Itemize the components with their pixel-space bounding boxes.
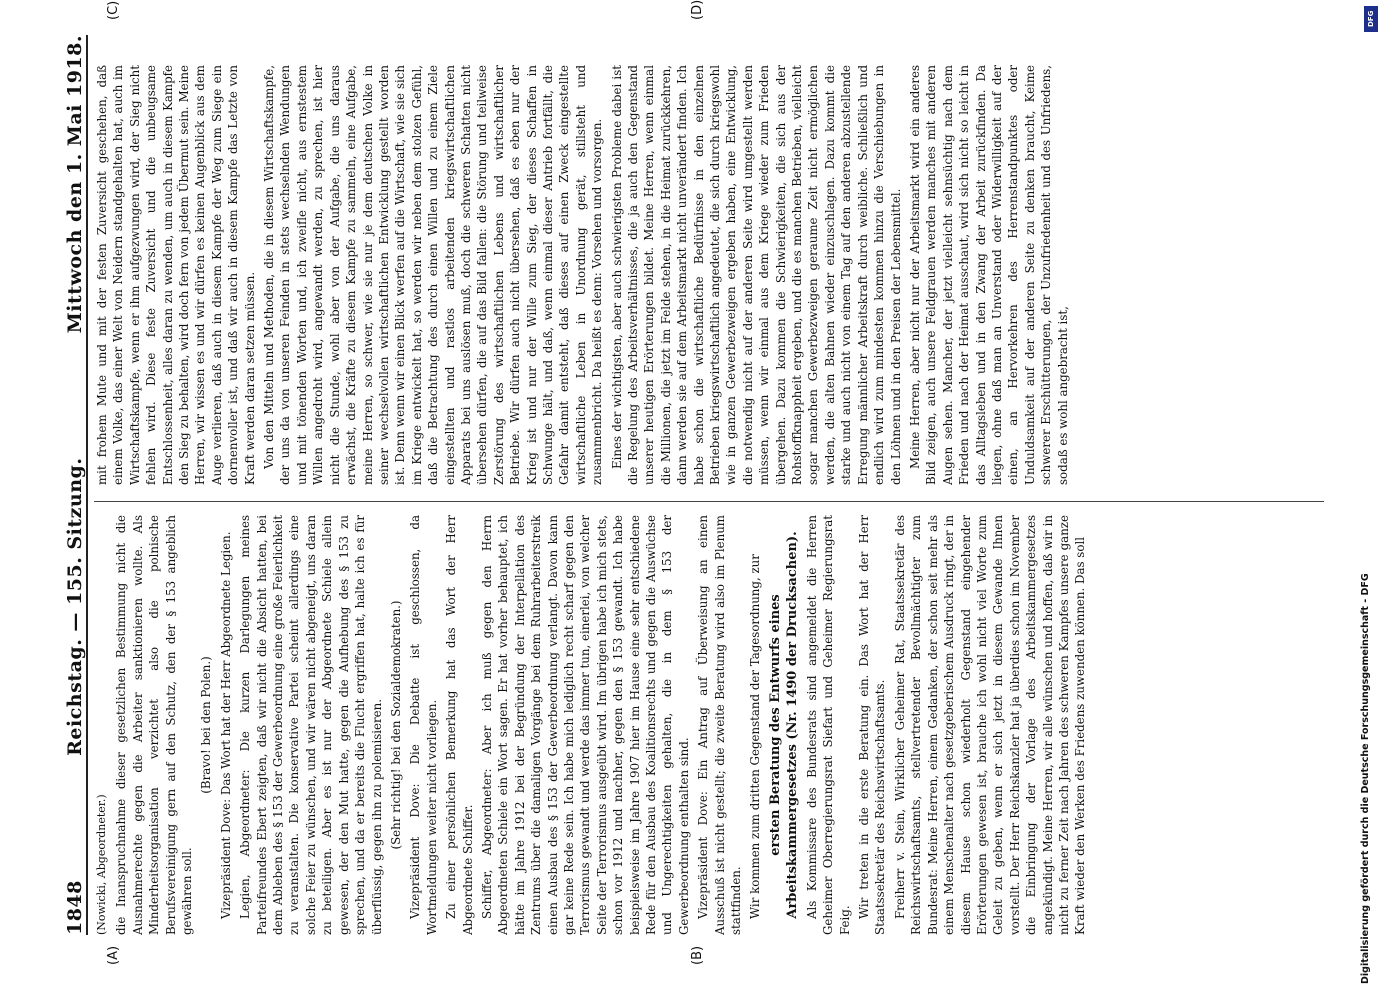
dfg-logo: DFG <box>1364 6 1378 32</box>
paragraph: Vizepräsident Dove: Die Debatte ist geschlossen, da Wortmeldungen weiter nicht vorliegen. <box>408 515 439 935</box>
interjection: (Bravo! bei den Polen.) <box>199 656 214 794</box>
agenda-item-heading: ersten Beratung des Entwurfs eines Arbeitskammergesetzes (Nr. 1490 der Drucksachen). <box>767 531 800 919</box>
rotated-document-page <box>50 0 1340 985</box>
paragraph: Wir treten in die erste Beratung ein. Das Wort hat der Herr Staatssekretär des Reichswirtschaftsamts. <box>857 515 888 935</box>
page-number: 1848 <box>64 880 86 935</box>
margin-marker-d: (D) <box>690 0 705 20</box>
digitization-credit: Digitalisierung gefördert durch die Deutsche Forschungsgemeinschaft - DFG <box>1360 573 1371 984</box>
paragraph: Meine Herren, aber nicht nur der Arbeitsmarkt wird ein anderes Bild zeigen, auch unsere Feldgrauen werden manches mit anderen Augen sehen. Mancher, der jetzt vielleicht sehnsüchtig nach dem Frieden und nach der Heimat ausschaut, wird sich nicht so leicht in das Alltagsleben und in den Zwang der Arbeit zurückfinden. Da liegen, ohne daß man an Unverstand oder Widerwilligkeit auf der einen, an Hervorkehren des Herrenstandpunktes oder Unduldsamkeit auf der anderen Seite zu denken braucht, Keime schwerer Erschütterungen, der Unzufriedenheit und des Unfriedens, sodaß es wohl angebracht ist, <box>907 65 1070 485</box>
column-divider <box>94 501 1324 502</box>
paragraph: Vizepräsident Dove: Das Wort hat der Herr Abgeordnete Legien. <box>218 531 233 919</box>
margin-marker-c: (C) <box>106 0 121 20</box>
paragraph: Von den Mitteln und Methoden, die in diesem Wirtschaftskampfe, der uns da von unseren Feinden in stets wechselnden Wendungen und mit tönenden Worten und, ich zweifle nicht, aus ernstestem Willen angedroht wird, angewandt werden, zu sprechen, ist hier nicht die Stunde, wohl aber von der Aufgabe, die uns daraus erwächst, die Kräfte zu diesem Kampfe zu sammeln, eine Aufgabe, meine Herren, so schwer, wie sie nur je dem deutschen Volke in seiner wechselvollen wirtschaftlichen Entwicklung gestellt worden ist. Denn wenn wir einen Blick werfen auf die Wirtschaft, wie sie sich im Kriege entwickelt hat, so werden wir neben dem stolzen Gefühl, daß die Betrachtung des durch einen Willen und zu einem Ziele eingestellten und rastlos arbeitenden kriegswirtschaftlichen Apparats bei uns auslösen muß, doch die schweren Schatten nicht übersehen dürfen, die auf das Bild fallen: die Störung und teilweise Zerstörung des wirtschaftlichen Lebens und wirtschaftlicher Betriebe. Wir dürfen auch nicht übersehen, daß es eben nur der Krieg ist und nur der Wille zum Sieg, der dieses Schaffen in Schwunge hält, und daß, wenn einmal dieser Antrieb fortfällt, die Gefahr damit entsteht, daß dieses auf einen Zweck eingestellte wirtschaftliche Leben in Unordnung gerät, stillsteht und zusammenbricht. Da heißt es denn: Vorsehen und vorsorgen. <box>262 65 605 485</box>
paragraph: Schiffer, Abgeordneter: Aber ich muß gegen den Herrn Abgeordneten Schiele ein Wort sagen. Er hat vorher behauptet, ich hätte im Jahre 1912 bei der Begründung der Interpellation des Zentrums über die damaligen Vorgänge bei dem Ruhrarbeiterstreik einen Ausbau des § 153 der Gewerbeordnung verlangt. Davon kann gar keine Rede sein. Ich habe mich lediglich recht scharf gegen den Terrorismus gewandt und werde das immer tun, einerlei, von welcher Seite der Terrorismus ausgeübt wird. Im übrigen habe ich mich stets, schon vor 1912 und nachher, gegen den § 153 gewandt. Ich habe beispielsweise im Jahre 1907 hier im Hause eine sehr entschiedene Rede für den Ausbau des Koalitionsrechts und gegen die Auswüchse und Ungerechtigkeiten gehalten, die in dem § 153 der Gewerbeordnung enthalten sind. <box>479 515 691 935</box>
left-text-column <box>94 515 1324 935</box>
paragraph: Zu einer persönlichen Bemerkung hat das Wort der Herr Abgeordnete Schiffer. <box>444 515 475 935</box>
page-header <box>56 35 88 935</box>
paragraph: Wir kommen zum dritten Gegenstand der Tagesordnung, zur <box>748 554 763 919</box>
session-date: Mittwoch den 1. Mai 1918. <box>64 35 86 334</box>
paragraph: mit frohem Mute und mit der festen Zuversicht geschehen, daß einem Volke, das einer Welt von Neidern standgehalten hat, auch im Wirtschaftskampfe, wenn er ihm aufgezwungen wird, der Sieg nicht fehlen wird. Diese feste Zuversicht und die unbeugsame Entschlossenheit, alles daran zu wenden, um auch in diesem Kampfe den Sieg zu behalten, wird doch fern von jedem Übermut sein. Meine Herren, wir wissen es und wir dürfen es keinen Augenblick aus dem Auge verlieren, daß auch in diesem Kampfe der Weg zum Siege ein dornenvoller ist, und daß wir auch in diesem Kampfe das Letzte von Kraft werden daran setzen müssen. <box>95 65 257 485</box>
paragraph: Als Kommissare des Bundesrats sind angemeldet die Herren Geheimer Oberregierungsrat Siefart und Geheimer Regierungsrat Feig. <box>804 515 852 935</box>
margin-marker-b: (B) <box>690 945 705 965</box>
right-text-column <box>94 65 1324 485</box>
paragraph: die Inanspruchnahme dieser gesetzlichen Bestimmung nicht die Ausnahmerechte gegen die Arbeiter sanktionieren wollte. Als Minderheitsorganisation verzichtet also die polnische Berufsvereinigung gern auf den Schutz, den der § 153 angeblich gewähren soll. <box>114 515 195 935</box>
paragraph: Vizepräsident Dove: Ein Antrag auf Überweisung an einen Ausschuß ist nicht gestellt; die zweite Beratung wird also im Plenum stattfinden. <box>696 515 744 935</box>
paragraph: Legien, Abgeordneter: Die kurzen Darlegungen meines Parteifreundes Ebert zeigten, daß wir nicht die Absicht hatten, bei dem Ableben des § 153 der Gewerbeordnung eine große Feierlichkeit zu veranstalten. Die konservative Partei scheint allerdings eine solche Feier zu wünschen, und wir wären nicht abgeneigt, uns daran zu beteiligen. Aber es ist nur der Abgeordnete Schiele allein gewesen, der den Mut hatte, gegen die Aufhebung des § 153 zu sprechen, und da er bereits die Flucht ergriffen hat, halte ich es für überflüssig, gegen ihn zu polemisieren. <box>238 515 384 935</box>
margin-marker-a: (A) <box>106 945 121 965</box>
session-title: Reichstag. — 155. Sitzung. <box>64 457 86 756</box>
speaker-tag: (Nowicki, Abgeordneter.) <box>95 794 108 935</box>
paragraph: Eines der wichtigsten, aber auch schwierigsten Probleme dabei ist die Regelung des Arbeitsverhältnisses, die ja auch den Gegenstand unserer heutigen Erörterungen bildet. Meine Herren, wenn einmal die Millionen, die jetzt im Felde stehen, in die Heimat zurückkehren, dann werden sie auf dem Arbeitsmarkt nicht unverändert finden. Ich habe schon die wirtschaftliche Bedürfnisse in den einzelnen Betrieben kriegswirtschaftlich angedeutet, die sich durch kriegswohl wie in ganzen Gewerbezweigen ergeben haben, eine Entwicklung, die notwendig nicht auf der anderen Seite wird umgestellt werden müssen, wenn wir einmal aus dem Kriege wieder zum Frieden übergehen. Dazu kommen die Schwierigkeiten, die sich aus der Rohstoffknappheit ergeben, und die es manchen Betrieben, vielleicht sogar manchen Gewerbezweigen geraume Zeit nicht ermöglichen werden, die alten Bahnen wieder einzuschlagen. Dazu kommt die starke und auch nicht von einem Tag auf den anderen abzustellende Erregung männlicher Arbeitskraft durch weibliche. Schließlich und endlich wird zum mindesten kommen hinzu die Verschiebungen in den Löhnen und in den Preisen der Lebensmittel. <box>609 65 903 485</box>
paragraph: Freiherr v. Stein, Wirklicher Geheimer Rat, Staatssekretär des Reichswirtschaftsamts, stellvertretender Bevollmächtigter zum Bundesrat: Meine Herren, einem Gedanken, der schon seit mehr als einem Menschenalter nach gesetzgeberischem Ausdruck ringt, der in diesem Hause schon wiederholt Gegenstand eingehender Erörterungen gewesen ist, brauche ich wohl nicht viel Worte zum Geleit zu geben, wenn er sich jetzt in diesem Gewande Ihnen vorstellt. Der Herr Reichskanzler hat ja überdies schon im November die Einbringung der Vorlage des Arbeitskammergesetzes angekündigt. Meine Herren, wir alle wünschen und hoffen, daß wir in nicht zu ferner Zeit nach Jahren des schweren Kampfes unsere ganze Kraft wieder den Werken des Friedens zuwenden können. Das soll <box>892 515 1088 935</box>
interjection: (Sehr richtig! bei den Sozialdemokraten.) <box>388 600 403 850</box>
